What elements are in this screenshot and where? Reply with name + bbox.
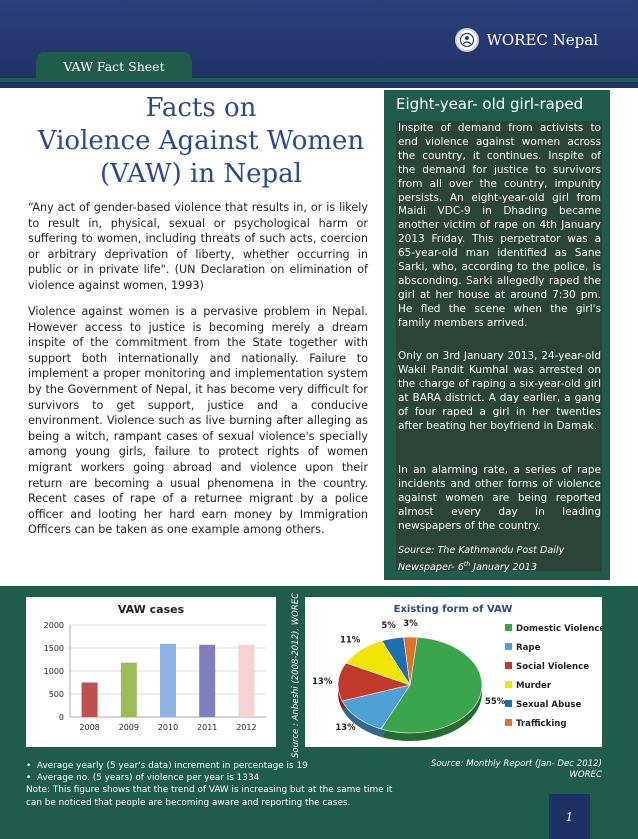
existing-vaw-pie-chart <box>305 597 602 747</box>
pie-data-label: 13% <box>312 676 333 687</box>
pie-data-label: 55% <box>484 696 506 707</box>
worec-emblem-icon <box>455 28 479 52</box>
page-number: 1 <box>549 794 590 839</box>
news-paragraph-1: Inspite of demand from activists to end violence against women across the country, it continues. Inspite of the demand for justice to survivors from all over the country, impunity persists. An eight-year-old girl from Maidi VDC-9 in Dhading became another victim of rape on 4th January 2013 Friday. This perpetrator was a 65-year-old man identified as Sane Sarki, who, according to the police, is absconding. Sarki allegedly raped the girl at her house at around 7:30 pm. He fled the scene when the girl's family members arrived. <box>398 122 601 329</box>
x-tick-label: 2012 <box>236 723 257 732</box>
intro-paragraph: Violence against women is a pervasive problem in Nepal. However access to justice is becoming merely a dream inspite of the commitment from the State together with support both internationally and nationally. Failure to implement a proper monitoring and implementation system by the Government of Nepal, it has become very difficult for survivors to get support, justice and a conducive environment. Violence such as live burning after alleging as being a witch, rampant cases of sexual violence's specially among young girls, failure to protect rights of women migrant workers going abroad and violence upon their return are becoming a usual phenomena in the country. Recent cases of rape of a returnee migrant by a police officer and looting her hard earn money by Immigration Officers can be taken as one example among others. <box>28 305 368 537</box>
title-line-3: (VAW) in Nepal <box>100 159 302 189</box>
note-line-2: can be noticed that people are becoming aware and reporting the cases. <box>26 797 351 808</box>
legend-swatch <box>505 624 512 631</box>
y-tick-label: 2000 <box>43 621 64 630</box>
un-definition-quote: “Any act of gender-based violence that results in, or is likely to result in, physical, sexual or psychological harm or suffering to women, including threats of such acts, coercion or arbitrary deprivation of liberty, whether occurring in public or in private life". (UN Declaration on elimination of violence against women, 1993) <box>28 201 368 292</box>
x-tick-label: 2011 <box>197 723 218 732</box>
legend-label: Sexual Abuse <box>516 700 582 710</box>
bullet-icon: • <box>26 761 37 771</box>
chart-notes <box>26 760 396 809</box>
legend-swatch <box>505 681 512 688</box>
bar-2008 <box>82 683 98 718</box>
header-rule <box>0 78 638 82</box>
legend-swatch <box>505 662 512 669</box>
news-source <box>398 544 601 574</box>
org-logo <box>455 28 598 52</box>
x-tick-label: 2008 <box>79 723 100 732</box>
fact-sheet-tag: VAW Fact Sheet <box>36 52 192 80</box>
legend-label: Trafficking <box>516 719 567 729</box>
pie-source-line-1: Source: Monthly Report (Jan- Dec 2012) <box>430 759 602 769</box>
pie-source-line-2: WOREC <box>569 770 602 780</box>
legend-label: Murder <box>516 681 552 691</box>
legend-label: Domestic Violence <box>516 624 602 634</box>
pie-data-label: 11% <box>339 635 361 646</box>
bar-2012 <box>238 645 254 717</box>
legend-swatch <box>505 643 512 650</box>
news-heading: Eight-year- old girl-raped <box>396 95 584 113</box>
x-tick-label: 2009 <box>118 723 139 732</box>
pie-data-label: 5% <box>381 620 396 631</box>
bar-chart-panel <box>26 597 276 747</box>
y-tick-label: 1000 <box>43 667 64 676</box>
list-item: • Average no. (5 years) of violence per year is 1334 <box>26 773 260 784</box>
bar-chart-title: VAW cases <box>117 603 185 616</box>
x-tick-label: 2010 <box>157 723 179 732</box>
legend-swatch <box>505 700 512 707</box>
legend-label: Rape <box>516 643 541 653</box>
vaw-cases-bar-chart <box>26 597 276 747</box>
news-source-line-2: Newspaper- 6th January 2013 <box>398 560 537 573</box>
pie-chart-source <box>404 759 602 781</box>
y-tick-label: 500 <box>48 690 64 699</box>
y-tick-label: 0 <box>58 713 64 722</box>
news-source-line-1: Source: The Kathmandu Post Daily <box>398 545 565 556</box>
y-tick-label: 1500 <box>43 644 64 653</box>
bar-2010 <box>160 644 176 717</box>
pie-chart-title: Existing form of VAW <box>393 604 513 615</box>
legend-label: Social Violence <box>516 662 590 672</box>
bar-chart-source: Source : Anbeshi (2008-2012), WOREC <box>291 592 301 758</box>
bar-2009 <box>121 663 137 717</box>
pie-data-label: 3% <box>403 619 418 630</box>
list-item: • Average yearly (5 year's data) increment in percentage is 19 <box>26 761 308 771</box>
pie-chart-panel <box>305 597 602 747</box>
title-line-1: Facts on <box>145 93 257 123</box>
news-paragraph-3: In an alarming rate, a series of rape incidents and other forms of violence against women are being reported almost every day in leading newspapers of the country. <box>398 464 601 532</box>
page-title <box>28 92 374 191</box>
bullet-icon: • <box>26 773 37 784</box>
title-line-2: Violence Against Women <box>37 126 365 156</box>
pie-data-label: 13% <box>335 723 356 734</box>
legend-swatch <box>505 719 512 726</box>
bar-2011 <box>199 645 215 717</box>
news-paragraph-2: Only on 3rd January 2013, 24-year-old Wakil Pandit Kumhal was arrested on the charge of raping a six-year-old girl at BARA district. A day earlier, a gang of four raped a girl in her twenties after beating her boyfriend in Damak. <box>398 350 601 432</box>
note-line-1: Note: This figure shows that the trend of VAW is increasing but at the same time it <box>26 785 393 796</box>
org-name: WOREC Nepal <box>486 31 598 49</box>
